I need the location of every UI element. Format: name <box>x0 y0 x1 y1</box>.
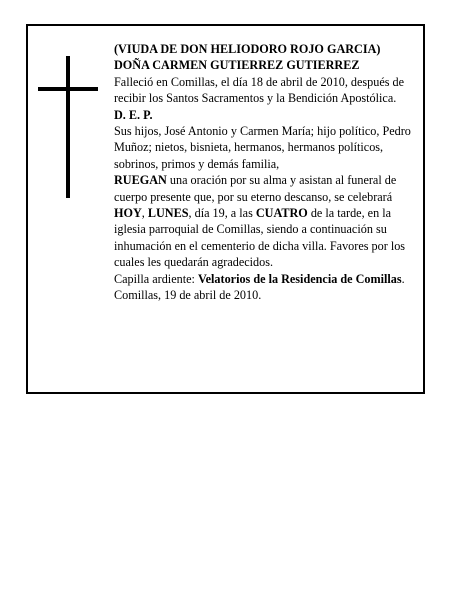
comma-text: , <box>141 206 148 221</box>
dep-line: D. E. P. <box>114 107 153 122</box>
cuatro-text: CUATRO <box>255 206 308 221</box>
hoy-text: HOY <box>114 206 142 221</box>
deceased-name: DOÑA CARMEN GUTIERREZ GUTIERREZ <box>114 58 360 73</box>
obituary-text <box>114 41 420 304</box>
date-place-footer: Comillas, 19 de abril de 2010. <box>114 288 262 303</box>
funeral-paragraph <box>114 172 420 270</box>
chapel-period: . <box>401 271 405 286</box>
chapel-label: Capilla ardiente: <box>114 271 198 286</box>
lunes-text: LUNES <box>147 206 189 221</box>
prayer-text-3: de la tarde, en la iglesia parroquial de Comillas, siendo a continuación su inhumación en el cementerio de dicha villa. Favores por los cuales les quedarán agradecidos. <box>114 206 406 270</box>
chapel-place: Velatorios de la Residencia de Comillas <box>197 271 402 286</box>
death-announcement: Falleció en Comillas, el día 18 de abril de 2010, después de recibir los Santos Sacramentos y la Bendición Apostólica. <box>114 74 405 106</box>
cross-icon <box>38 56 98 198</box>
prayer-text-2: , día 19, a las <box>188 206 256 221</box>
cross-horizontal-bar <box>38 87 98 91</box>
widow-line: (VIUDA DE DON HELIODORO ROJO GARCIA) <box>114 42 381 56</box>
family-list: Sus hijos, José Antonio y Carmen María; hijo político, Pedro Muñoz; nietos, bisnieta, hermanos, hermanos políticos, sobrinos, primos y demás familia, <box>114 124 411 171</box>
ruegan-text: RUEGAN <box>114 173 167 188</box>
obituary-notice <box>26 24 425 394</box>
cross-vertical-bar <box>66 56 70 198</box>
chapel-line <box>114 271 420 287</box>
prayer-text-1: una oración por su alma y asistan al funeral de cuerpo presente que, por su eterno descanso, se celebrará <box>114 173 397 204</box>
